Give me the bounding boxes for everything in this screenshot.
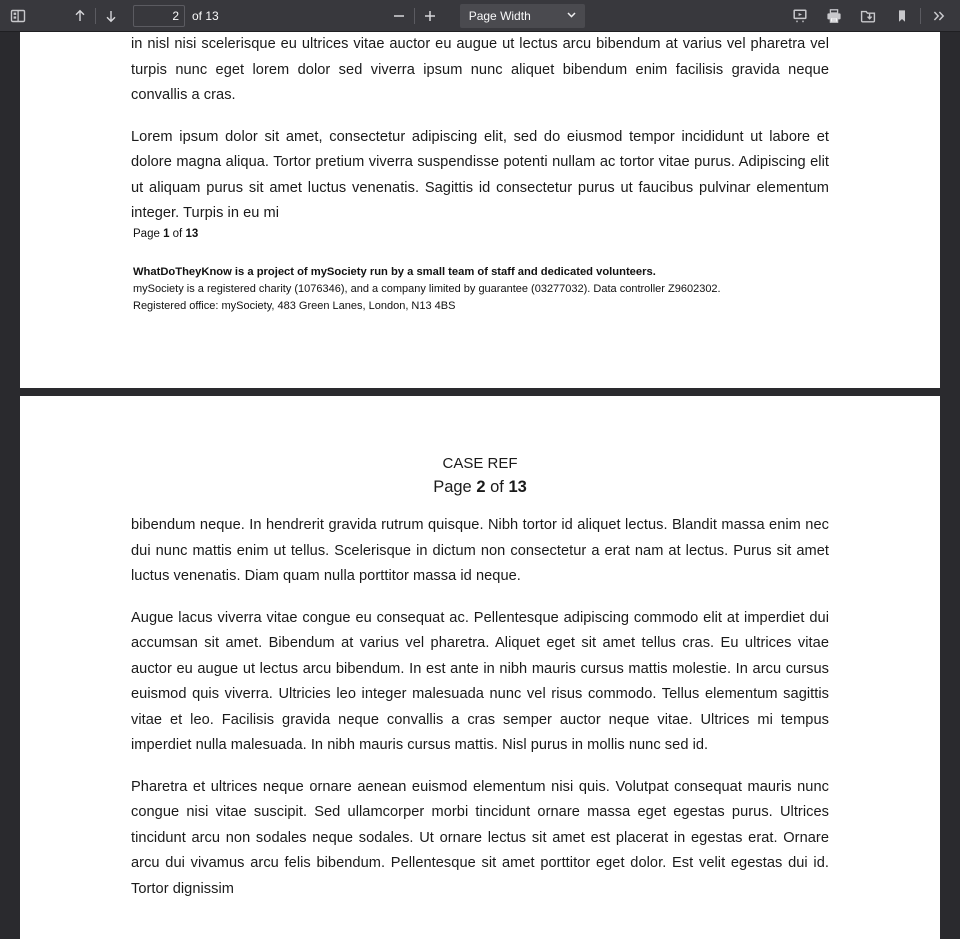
arrow-down-icon	[103, 8, 119, 24]
sidebar-toggle-button[interactable]	[4, 3, 32, 29]
sidebar-toggle-icon	[10, 8, 26, 24]
page2-page-prefix: Page	[433, 478, 477, 496]
presentation-mode-button[interactable]	[786, 3, 814, 29]
footer-org-line: WhatDoTheyKnow is a project of mySociety run by a small team of staff and dedicated volunteers.	[133, 265, 656, 278]
paragraph: Augue lacus viverra vitae congue eu consequat ac. Pellentesque adipiscing commodo elit at imperdiet dui accumsan sit amet. Bibendum at varius vel pharetra. Aliquet eget sit amet tellus cras. Eu ultrices vitae auctor eu augue ut lectus arcu bibendum. In est ante in nibh mauris cursus mattis molestie. In arcu cursus euismod quis viverra. Ultricies leo integer malesuada nunc vel risus commodo. Tellus elementum sagittis vitae et leo. Facilisis gravida neque convallis a cras semper auctor neque vitae. Ultrices mi tempus imperdiet nulla malesuada. In nibh mauris cursus mattis. Nisl purus in mollis nunc sed id.	[131, 609, 829, 753]
page-1-content	[20, 32, 940, 227]
footer-page-middle: of	[169, 227, 186, 240]
paragraph: Pharetra et ultrices neque ornare aenean euismod elementum nisi quis. Volutpat consequat mauris nunc congue nisi vitae suscipit. Sed ullamcorper morbi tincidunt ornare massa eget egestas purus. Ultrices tincidunt arcu non sodales neque sodales. Ut ornare lectus sit amet est placerat in egestas erat. Ornare arcu dui vivamus arcu felis bibendum. Pellentesque sit amet porttitor eget dolor. Est velit egestas dui id. Tortor dignissim	[131, 778, 829, 897]
toolbar-zoom-group	[219, 3, 585, 29]
footer-page-total: 13	[185, 227, 199, 240]
toolbar-right-group	[783, 3, 960, 29]
paragraph: bibendum neque. In hendrerit gravida rutrum quisque. Nibh tortor id aliquet lectus. Blandit massa enim nec dui nunc mattis enim ut tellus. Scelerisque in dictum non consectetur a erat nam at lectus. Purus sit amet luctus venenatis. Diam quam nulla porttitor massa id neque.	[131, 517, 829, 584]
page2-page-middle: of	[485, 478, 509, 496]
bookmark-button[interactable]	[888, 3, 916, 29]
toolbar-left-group	[0, 3, 219, 29]
pdf-toolbar	[0, 0, 960, 32]
page-1-footer	[133, 227, 880, 315]
footer-page-prefix: Page	[133, 227, 164, 240]
next-page-button[interactable]	[97, 3, 125, 29]
zoom-scale-select[interactable]	[460, 4, 585, 28]
pdf-page-1	[20, 32, 940, 388]
pdf-page-2	[20, 396, 940, 939]
page-2-page-label	[20, 475, 940, 499]
paragraph: Lorem ipsum dolor sit amet, consectetur adipiscing elit, sed do eiusmod tempor incididunt ut labore et dolore magna aliqua. Tortor pretium viverra suspendisse potenti nullam ac tortor vitae purus. Adipiscing elit ut aliquam purus sit amet luctus venenatis. Sagittis id consectetur purus ut faucibus pulvinar elementum integer. Turpis in eu mi	[131, 128, 829, 221]
print-button[interactable]	[820, 3, 848, 29]
plus-icon	[422, 8, 438, 24]
page-number-input[interactable]	[133, 5, 185, 27]
toolbar-divider-3	[920, 8, 921, 24]
bookmark-icon	[894, 8, 910, 24]
chevron-down-icon	[566, 9, 577, 23]
page2-page-current: 2	[476, 478, 486, 496]
pdf-viewer-scroll-area[interactable]	[0, 32, 960, 939]
footer-page-current: 1	[163, 227, 170, 240]
previous-page-button[interactable]	[66, 3, 94, 29]
arrow-up-icon	[72, 8, 88, 24]
footer-page-label	[133, 227, 880, 242]
page-2-content	[20, 499, 940, 902]
page2-page-total: 13	[508, 478, 527, 496]
toolbar-divider-1	[95, 8, 96, 24]
save-download-button[interactable]	[854, 3, 882, 29]
double-chevron-right-icon	[931, 8, 947, 24]
print-icon	[826, 8, 842, 24]
save-download-icon	[860, 8, 876, 24]
page-count-label: of 13	[192, 8, 219, 23]
case-ref-heading: CASE REF	[442, 455, 518, 472]
page-2-header	[20, 396, 940, 499]
toolbar-divider-2	[414, 8, 415, 24]
footer-address-line: Registered office: mySociety, 483 Green Lanes, London, N13 4BS	[133, 300, 456, 312]
zoom-out-button[interactable]	[385, 3, 413, 29]
paragraph: in nisl nisi scelerisque eu ultrices vitae auctor eu augue ut lectus arcu bibendum at varius vel pharetra vel turpis nunc eget lorem dolor sed viverra ipsum nunc aliquet bibendum enim facilisis gravida neque convallis a cras.	[131, 36, 829, 103]
presentation-mode-icon	[792, 8, 808, 24]
zoom-scale-value: Page Width	[468, 8, 531, 23]
zoom-in-button[interactable]	[416, 3, 444, 29]
minus-icon	[391, 8, 407, 24]
more-tools-button[interactable]	[925, 3, 953, 29]
footer-charity-line: mySociety is a registered charity (1076346), and a company limited by guarantee (03277032). Data controller Z9602302.	[133, 282, 721, 295]
